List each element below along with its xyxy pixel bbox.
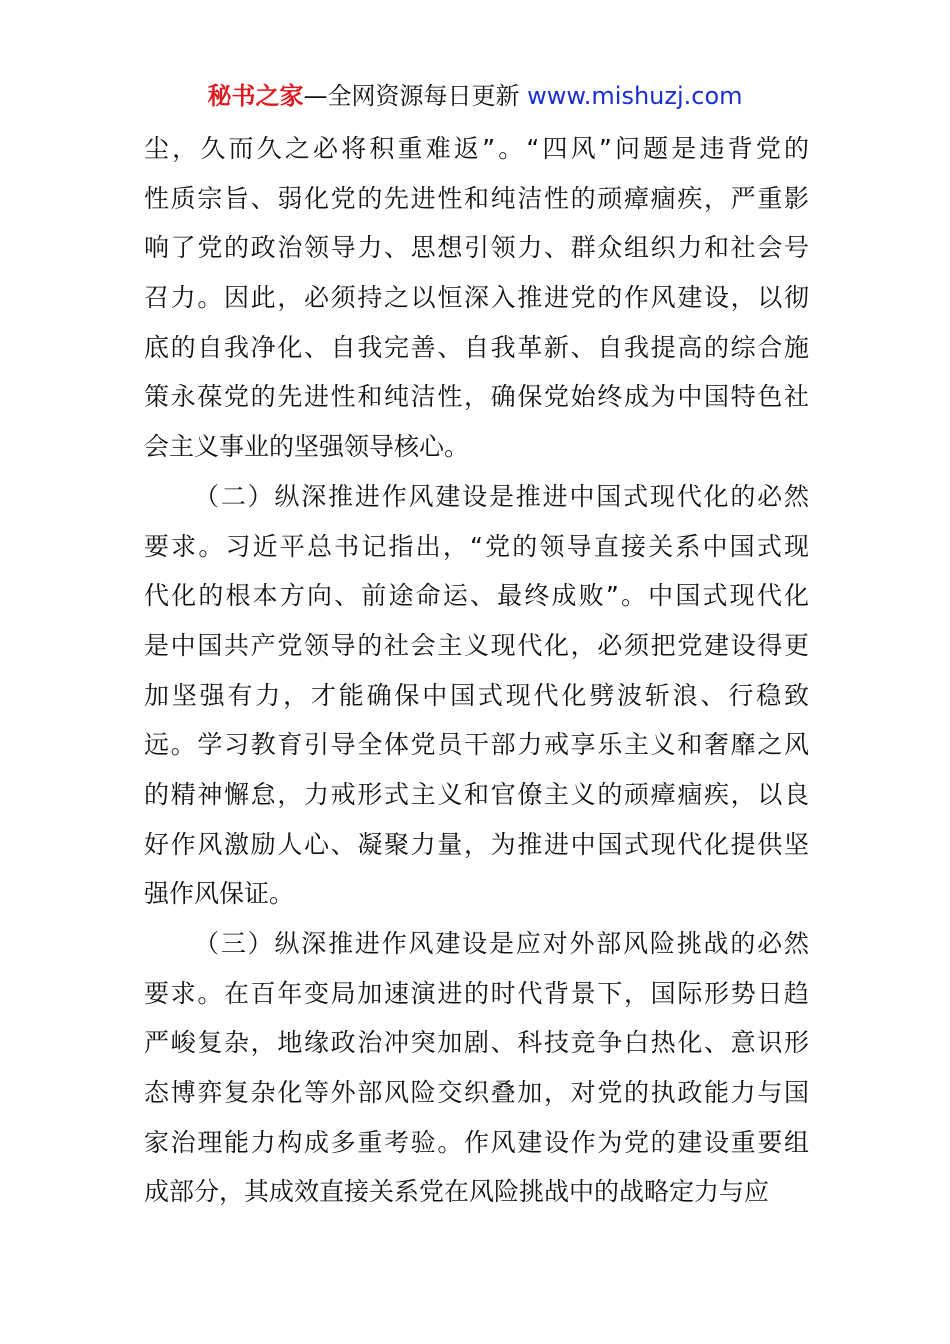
text-line: 加坚强有力，才能确保中国式现代化劈波斩浪、行稳致 xyxy=(144,680,809,710)
text-line: 性质宗旨、弱化党的先进性和纯洁性的顽瘴痼疾，严重影 xyxy=(144,183,809,213)
text-line: 会主义事业的坚强领导核心。 xyxy=(144,432,470,462)
text-line: 召力。因此，必须持之以恒深入推进党的作风建设，以彻 xyxy=(144,283,809,313)
text-line: 响了党的政治领导力、思想引领力、群众组织力和社会号 xyxy=(144,233,809,263)
text-line: 好作风激励人心、凝聚力量，为推进中国式现代化提供坚 xyxy=(144,829,809,859)
text-line: 策永葆党的先进性和纯洁性，确保党始终成为中国特色社 xyxy=(144,382,809,412)
text-line: 要求。习近平总书记指出，“党的领导直接关系中国式现 xyxy=(144,531,809,561)
text-line: 是中国共产党领导的社会主义现代化，必须把党建设得更 xyxy=(144,630,809,660)
text-line: （二）纵深推进作风建设是推进中国式现代化的必然 xyxy=(194,481,809,511)
text-line: 底的自我净化、自我完善、自我革新、自我提高的综合施 xyxy=(144,332,809,362)
paragraph xyxy=(144,919,809,1217)
text-line: 家治理能力构成多重考验。作风建设作为党的建设重要组 xyxy=(144,1127,809,1157)
document-body xyxy=(144,124,809,1217)
header-url[interactable]: www.mishuzj.com xyxy=(527,82,743,110)
text-line: 尘，久而久之必将积重难返”。“四风”问题是违背党的 xyxy=(144,134,809,163)
page-header xyxy=(0,80,950,112)
text-line: 严峻复杂，地缘政治冲突加剧、科技竞争白热化、意识形 xyxy=(144,1028,809,1058)
header-brand: 秘书之家 xyxy=(207,82,304,110)
text-line: 成部分，其成效直接关系党在风险挑战中的战略定力与应 xyxy=(144,1177,770,1207)
text-line: 远。学习教育引导全体党员干部力戒享乐主义和奢靡之风 xyxy=(144,730,809,760)
text-line: 要求。在百年变局加速演进的时代背景下，国际形势日趋 xyxy=(144,978,809,1008)
header-slogan: —全网资源每日更新 xyxy=(303,82,528,110)
text-line: 代化的根本方向、前途命运、最终成败”。中国式现代化 xyxy=(144,581,809,611)
text-line: 态博弈复杂化等外部风险交织叠加，对党的执政能力与国 xyxy=(144,1078,809,1108)
paragraph xyxy=(144,124,809,472)
text-line: 的精神懈怠，力戒形式主义和官僚主义的顽瘴痼疾，以良 xyxy=(144,779,809,809)
text-line: 强作风保证。 xyxy=(144,879,295,909)
paragraph xyxy=(144,472,809,919)
text-line: （三）纵深推进作风建设是应对外部风险挑战的必然 xyxy=(194,929,809,958)
